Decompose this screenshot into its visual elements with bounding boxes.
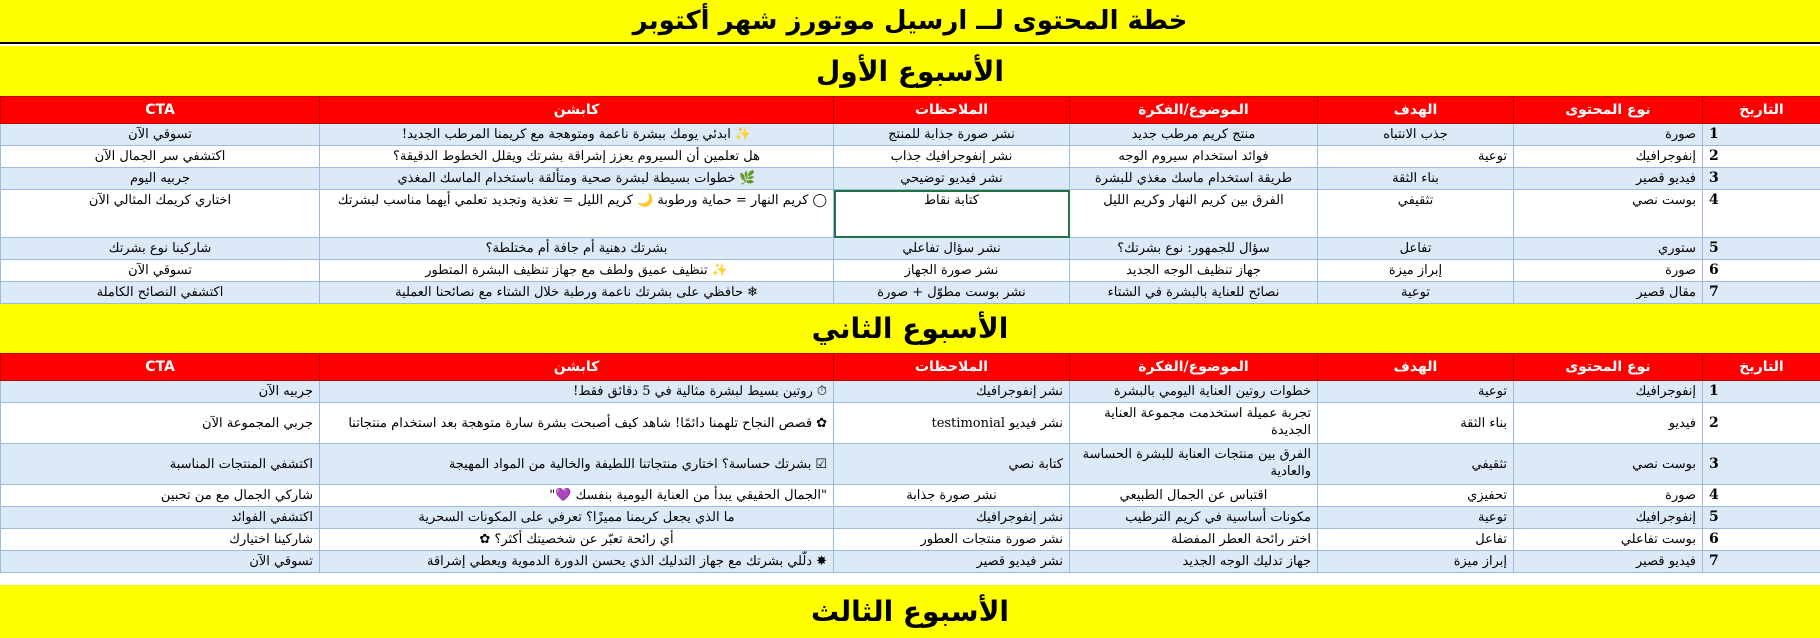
caption-text: ابدئي يومك ببشرة ناعمة ومتوهجة مع كريمنا المرطب الجديد!	[401, 127, 731, 142]
header-caption[interactable]: كابشن	[320, 97, 834, 124]
cell-topic[interactable]: اقتباس عن الجمال الطبيعي	[1070, 485, 1318, 507]
sun-icon: ✸	[816, 554, 827, 569]
cell-goal[interactable]: بناء الثقة	[1318, 403, 1514, 444]
cell-type[interactable]: إنفوجرافيك	[1514, 146, 1703, 168]
cell-cta[interactable]: تسوقي الآن	[1, 124, 320, 146]
header-topic[interactable]: الموضوع/الفكرة	[1070, 97, 1318, 124]
cell-date[interactable]: 3	[1703, 444, 1820, 485]
table-row	[1, 444, 1820, 485]
cell-notes[interactable]: نشر صورة الجهاز	[834, 260, 1070, 282]
cell-topic[interactable]: الفرق بين منتجات العناية للبشرة الحساسة والعادية	[1070, 444, 1318, 485]
cell-notes[interactable]: كتابة نقاط	[834, 190, 1070, 238]
cell-caption[interactable]	[320, 282, 834, 304]
week-1-banner: الأسبوع الأول	[0, 46, 1820, 96]
cell-cta[interactable]: جربيه اليوم	[1, 168, 320, 190]
header-cta[interactable]: CTA	[1, 354, 320, 381]
header-topic[interactable]: الموضوع/الفكرة	[1070, 354, 1318, 381]
header-type[interactable]: نوع المحتوى	[1514, 97, 1703, 124]
cell-cta[interactable]: اكتشفي الفوائد	[1, 507, 320, 529]
table-row	[1, 238, 1820, 260]
cell-topic[interactable]: مكونات أساسية في كريم الترطيب	[1070, 507, 1318, 529]
cell-caption[interactable]	[320, 190, 834, 238]
header-goal[interactable]: الهدف	[1318, 354, 1514, 381]
cell-notes[interactable]: نشر إنفوجرافيك جذاب	[834, 146, 1070, 168]
cell-notes[interactable]: نشر إنفوجرافيك	[834, 507, 1070, 529]
cell-type[interactable]: صورة	[1514, 260, 1703, 282]
header-cta[interactable]: CTA	[1, 97, 320, 124]
cell-topic[interactable]: سؤال للجمهور: نوع بشرتك؟	[1070, 238, 1318, 260]
cell-type[interactable]: مقال قصير	[1514, 282, 1703, 304]
cell-date[interactable]: 1	[1703, 124, 1820, 146]
cell-date[interactable]: 2	[1703, 403, 1820, 444]
table-row	[1, 551, 1820, 573]
cell-type[interactable]: فيديو قصير	[1514, 551, 1703, 573]
cell-topic[interactable]: منتج كريم مرطب جديد	[1070, 124, 1318, 146]
cell-date[interactable]: 5	[1703, 507, 1820, 529]
cell-cta[interactable]: جربيه الآن	[1, 381, 320, 403]
checkbox-icon: ☑	[815, 456, 827, 472]
cell-type[interactable]: إنفوجرافيك	[1514, 507, 1703, 529]
table-row	[1, 529, 1820, 551]
cell-caption[interactable]	[320, 238, 834, 260]
cell-type[interactable]: صورة	[1514, 485, 1703, 507]
cell-date[interactable]: 6	[1703, 529, 1820, 551]
cell-caption[interactable]	[320, 507, 834, 529]
cell-goal[interactable]: تفاعل	[1318, 238, 1514, 260]
cell-caption[interactable]	[320, 485, 834, 507]
cell-goal[interactable]: توعية	[1318, 381, 1514, 403]
sparkles-icon: ✨	[734, 127, 752, 142]
cell-type[interactable]: فيديو	[1514, 403, 1703, 444]
flower-icon: ✿	[816, 415, 827, 431]
cell-notes[interactable]: نشر فيديو testimonial	[834, 403, 1070, 444]
cell-cta[interactable]: اختاري كريمك المثالي الآن	[1, 190, 320, 238]
cell-date[interactable]: 6	[1703, 260, 1820, 282]
cell-caption[interactable]	[320, 168, 834, 190]
cell-date[interactable]: 7	[1703, 551, 1820, 573]
cell-goal[interactable]: توعية	[1318, 282, 1514, 304]
cell-date[interactable]: 7	[1703, 282, 1820, 304]
caption-text: هل تعلمين أن السيروم يعزز إشراقة بشرتك ويقلل الخطوط الدقيقة؟	[393, 149, 760, 164]
cell-type[interactable]: بوست تفاعلي	[1514, 529, 1703, 551]
cell-type[interactable]: بوست نصي	[1514, 444, 1703, 485]
table-header-row	[1, 97, 1820, 124]
caption-text: حافظي على بشرتك ناعمة ورطبة خلال الشتاء مع نصائحنا العملية	[395, 285, 744, 300]
cell-caption[interactable]	[320, 146, 834, 168]
page-title: خطة المحتوى لــ ارسيل موتورز شهر أكتوبر	[0, 0, 1820, 44]
cell-type[interactable]: فيديو قصير	[1514, 168, 1703, 190]
header-date[interactable]: التاريخ	[1703, 354, 1820, 381]
caption-text: بشرتك دهنية أم جافة أم مختلطة؟	[485, 241, 668, 256]
cell-goal[interactable]: إبراز ميزة	[1318, 260, 1514, 282]
cell-notes[interactable]: نشر صورة جذابة	[834, 485, 1070, 507]
table-row	[1, 507, 1820, 529]
cell-goal[interactable]: تثقيفي	[1318, 444, 1514, 485]
cell-goal[interactable]: إبراز ميزة	[1318, 551, 1514, 573]
cell-cta[interactable]: تسوقي الآن	[1, 260, 320, 282]
cell-notes[interactable]: نشر إنفوجرافيك	[834, 381, 1070, 403]
cell-notes[interactable]: نشر فيديو قصير	[834, 551, 1070, 573]
cell-date[interactable]: 3	[1703, 168, 1820, 190]
header-notes[interactable]: الملاحظات	[834, 354, 1070, 381]
caption-text: روتين بسيط لبشرة مثالية في 5 دقائق فقط!	[573, 384, 813, 399]
cell-goal[interactable]: توعية	[1318, 507, 1514, 529]
week-1-table	[0, 96, 1820, 304]
header-type[interactable]: نوع المحتوى	[1514, 354, 1703, 381]
cell-type[interactable]: صورة	[1514, 124, 1703, 146]
caption-text: خطوات بسيطة لبشرة صحية ومتألقة باستخدام الماسك المغذي	[397, 171, 736, 186]
cell-type[interactable]: ستوري	[1514, 238, 1703, 260]
table-row	[1, 124, 1820, 146]
cell-cta[interactable]: تسوقي الآن	[1, 551, 320, 573]
table-row	[1, 190, 1820, 238]
cell-caption[interactable]	[320, 403, 834, 444]
cell-notes[interactable]: نشر فيديو توضيحي	[834, 168, 1070, 190]
cell-caption[interactable]	[320, 444, 834, 485]
snowflake-icon: ❄	[747, 285, 758, 300]
table-row	[1, 381, 1820, 403]
cell-type[interactable]: إنفوجرافيك	[1514, 381, 1703, 403]
cell-goal[interactable]: تحفيزي	[1318, 485, 1514, 507]
caption-text: ما الذي يجعل كريمنا مميزًا؟ تعرفي على المكونات السحرية	[418, 510, 735, 525]
cell-goal[interactable]: بناء الثقة	[1318, 168, 1514, 190]
table-row	[1, 403, 1820, 444]
cell-date[interactable]: 4	[1703, 190, 1820, 238]
sparkles-icon: ✨	[711, 263, 728, 278]
cell-caption[interactable]	[320, 260, 834, 282]
caption-text: دلّلي بشرتك مع جهاز التدليك الذي يحسن الدورة الدموية ويعطي إشراقة	[426, 554, 813, 569]
caption-text: كريم النهار = حماية ورطوبة 🌙 كريم الليل = تغذية وتجديد تعلمي أيهما مناسب لبشرتك	[337, 193, 809, 208]
cell-topic[interactable]: اختر رائحة العطر المفضلة	[1070, 529, 1318, 551]
leaf-icon: 🌿	[739, 171, 756, 186]
caption-text: قصص النجاح تلهمنا دائمًا! شاهد كيف أصبحت بشرة سارة متوهجة بعد استخدام منتجاتنا	[348, 415, 813, 431]
cell-goal[interactable]: توعية	[1318, 146, 1514, 168]
table-header-row	[1, 354, 1820, 381]
cell-topic[interactable]: خطوات روتين العناية اليومي بالبشرة	[1070, 381, 1318, 403]
cell-date[interactable]: 1	[1703, 381, 1820, 403]
week-3-banner: الأسبوع الثالث	[0, 585, 1820, 638]
table-row	[1, 485, 1820, 507]
header-goal[interactable]: الهدف	[1318, 97, 1514, 124]
caption-text: بشرتك حساسة؟ اختاري منتجاتنا اللطيفة والخالية من المواد المهيجة	[448, 456, 812, 472]
cell-cta[interactable]: اكتشفي النصائح الكاملة	[1, 282, 320, 304]
table-row	[1, 260, 1820, 282]
cell-topic[interactable]: فوائد استخدام سيروم الوجه	[1070, 146, 1318, 168]
cell-topic[interactable]: طريقة استخدام ماسك مغذي للبشرة	[1070, 168, 1318, 190]
cell-topic[interactable]: جهاز تنظيف الوجه الجديد	[1070, 260, 1318, 282]
cell-topic[interactable]: جهاز تدليك الوجه الجديد	[1070, 551, 1318, 573]
cell-notes[interactable]: نشر صورة جذابة للمنتج	[834, 124, 1070, 146]
cell-goal[interactable]: تثقيفي	[1318, 190, 1514, 238]
cell-caption[interactable]	[320, 529, 834, 551]
caption-text: "الجمال الحقيقي يبدأ من العناية اليومية بنفسك 💜"	[549, 488, 827, 503]
caption-text: أي رائحة تعبّر عن شخصيتك أكثر؟ ✿	[479, 532, 674, 547]
cell-caption[interactable]	[320, 381, 834, 403]
table-row	[1, 168, 1820, 190]
cell-goal[interactable]: جذب الانتباه	[1318, 124, 1514, 146]
cell-cta[interactable]: شاركينا نوع بشرتك	[1, 238, 320, 260]
table-row	[1, 146, 1820, 168]
cell-topic[interactable]: الفرق بين كريم النهار وكريم الليل	[1070, 190, 1318, 238]
caption-text: تنظيف عميق ولطف مع جهاز تنظيف البشرة المتطور	[425, 263, 708, 278]
cell-cta[interactable]: شاركينا اختيارك	[1, 529, 320, 551]
circle-icon: ◯	[812, 193, 827, 208]
week-2-table	[0, 353, 1820, 573]
cell-notes[interactable]: نشر صورة منتجات العطور	[834, 529, 1070, 551]
cell-topic[interactable]: تجربة عميلة استخدمت مجموعة العناية الجديدة	[1070, 403, 1318, 444]
week-2-banner: الأسبوع الثاني	[0, 304, 1820, 353]
cell-notes[interactable]: نشر بوست مطوّل + صورة	[834, 282, 1070, 304]
cell-topic[interactable]: نصائح للعناية بالبشرة في الشتاء	[1070, 282, 1318, 304]
cell-cta[interactable]: اكتشفي المنتجات المناسبة	[1, 444, 320, 485]
header-caption[interactable]: كابشن	[320, 354, 834, 381]
cell-date[interactable]: 2	[1703, 146, 1820, 168]
header-notes[interactable]: الملاحظات	[834, 97, 1070, 124]
cell-cta[interactable]: اكتشفي سر الجمال الآن	[1, 146, 320, 168]
cell-cta[interactable]: جربي المجموعة الآن	[1, 403, 320, 444]
cell-caption[interactable]	[320, 124, 834, 146]
timer-icon: ⏱	[816, 384, 827, 399]
cell-caption[interactable]	[320, 551, 834, 573]
cell-goal[interactable]: تفاعل	[1318, 529, 1514, 551]
header-date[interactable]: التاريخ	[1703, 97, 1820, 124]
cell-notes[interactable]: كتابة نصي	[834, 444, 1070, 485]
cell-date[interactable]: 5	[1703, 238, 1820, 260]
cell-date[interactable]: 4	[1703, 485, 1820, 507]
cell-type[interactable]: بوست نصي	[1514, 190, 1703, 238]
table-row	[1, 282, 1820, 304]
cell-notes[interactable]: نشر سؤال تفاعلي	[834, 238, 1070, 260]
cell-cta[interactable]: شاركي الجمال مع من تحبين	[1, 485, 320, 507]
